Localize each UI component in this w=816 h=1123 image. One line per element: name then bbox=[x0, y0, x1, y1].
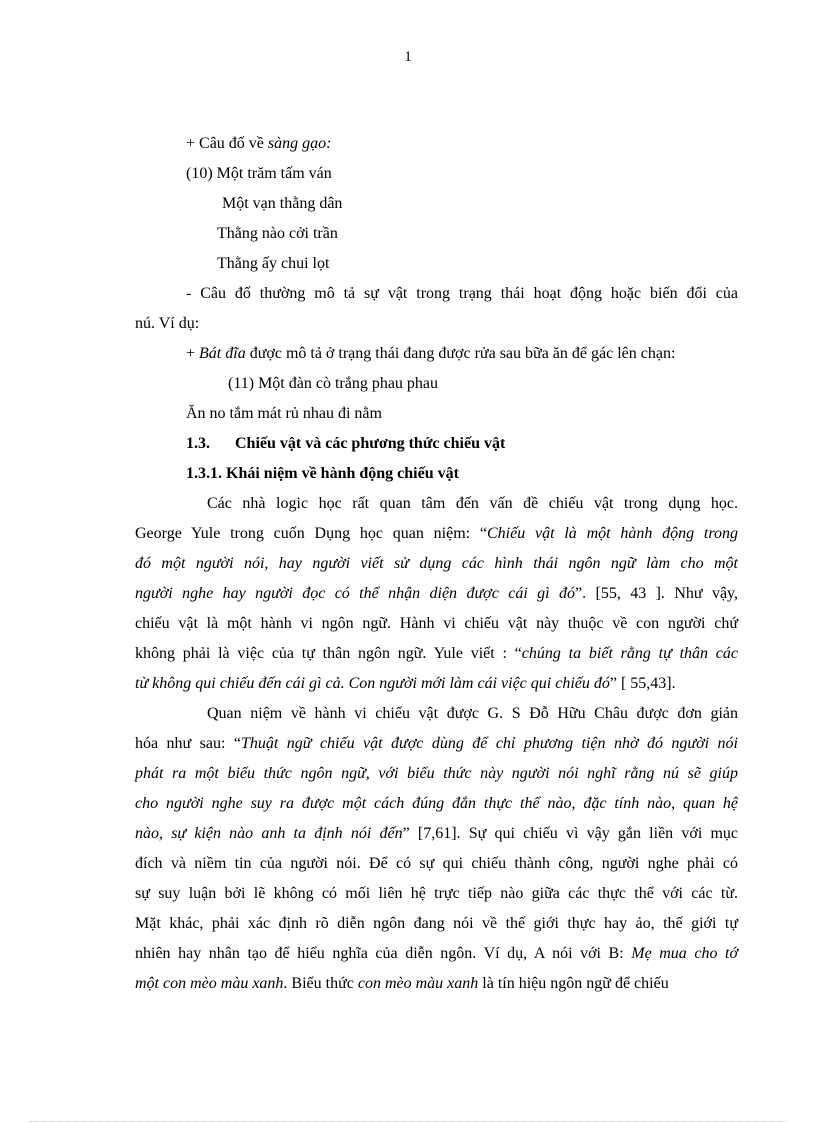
paragraph-line bbox=[135, 794, 738, 814]
text: . Biểu thức bbox=[283, 975, 358, 992]
text: George Yule trong cuốn Dụng học quan niệm: “ bbox=[135, 525, 487, 542]
paragraph-line: chiếu vật là một hành vi ngôn ngữ. Hành vi chiếu vật này thuộc về con người chứ bbox=[135, 615, 738, 632]
example-phrase: một con mèo màu xanh bbox=[135, 975, 284, 992]
quote: nào, sự kiện nào anh ta định nói đến bbox=[135, 825, 403, 842]
paragraph-line bbox=[135, 974, 669, 994]
verse-line: Thằng ấy chui lọt bbox=[217, 255, 330, 272]
paragraph-line bbox=[135, 554, 738, 574]
paragraph-line: Quan niệm về hành vi chiếu vật được G. S Đỗ Hữu Châu được đơn giản bbox=[207, 705, 738, 722]
paragraph-line: nú. Ví dụ: bbox=[135, 315, 200, 332]
page-bottom-divider bbox=[30, 1121, 786, 1122]
paragraph-line bbox=[135, 674, 676, 694]
paragraph-line bbox=[135, 764, 738, 784]
quote: từ không qui chiếu đến cái gì cả. Con người mới làm cái việc qui chiếu đó bbox=[135, 675, 610, 692]
text: nhiên hay nhân tạo để hiểu nghĩa của diễn ngôn. Ví dụ, A nói với B: bbox=[135, 945, 632, 962]
text: ” [7,61]. Sự qui chiếu vì vậy gắn liền với mục bbox=[402, 825, 739, 842]
quote: đó một người nói, hay người viết sử dụng các hình thái ngôn ngữ làm cho một bbox=[135, 555, 738, 572]
paragraph-line bbox=[135, 524, 738, 544]
text: + Câu đố về bbox=[186, 135, 268, 152]
verse-line: (11) Một đàn cò trắng phau phau bbox=[228, 375, 439, 392]
subsection-heading bbox=[186, 464, 459, 484]
paragraph-line: Mặt khác, phải xác định rõ diễn ngôn đang nói về thế giới thực hay ảo, thế giới tự bbox=[135, 915, 738, 932]
text: + bbox=[186, 345, 200, 362]
quote: phát ra một biểu thức ngôn ngữ, với biểu thức này người nói nghĩ rằng nú sẽ giúp bbox=[135, 765, 738, 782]
example-phrase: Mẹ mua cho tớ bbox=[631, 945, 738, 962]
quote: người nghe hay người đọc có thể nhận diện được cái gì đó bbox=[135, 585, 575, 602]
paragraph-line bbox=[135, 824, 738, 844]
example-phrase: con mèo màu xanh bbox=[357, 975, 479, 992]
text: được mô tả ở trạng thái đang được rửa sau bữa ăn để gác lên chạn: bbox=[245, 345, 676, 362]
quote: cho người nghe suy ra được một cách đúng đắn thực thể nào, đặc tính nào, quan hệ bbox=[135, 795, 738, 812]
example-line bbox=[186, 344, 675, 364]
text: hóa như sau: “ bbox=[135, 735, 241, 752]
paragraph-line bbox=[135, 584, 738, 604]
section-number: 1.3. bbox=[186, 435, 210, 452]
verse-line: Một vạn thằng dân bbox=[222, 195, 343, 212]
paragraph-line: Các nhà logic học rất quan tâm đến vấn đề chiếu vật trong dụng học. bbox=[207, 495, 738, 512]
riddle-heading-line bbox=[186, 134, 331, 154]
paragraph-line bbox=[135, 944, 738, 964]
text: ”. [55, 43 ]. Như vậy, bbox=[575, 585, 739, 602]
quote: Thuật ngữ chiếu vật được dùng để chỉ phương tiện nhờ đó người nói bbox=[240, 735, 738, 752]
quote: Chiếu vật là một hành động trong bbox=[487, 525, 739, 542]
section-title: Chiếu vật và các phương thức chiếu vật bbox=[235, 435, 506, 452]
paragraph-line: - Câu đố thường mô tả sự vật trong trạng thái hoạt động hoặc biến đổi của bbox=[186, 285, 738, 302]
subsection-title: 1.3.1. Khái niệm về hành động chiếu vật bbox=[186, 465, 459, 482]
italic-term: sàng gạo: bbox=[267, 135, 332, 152]
paragraph-line: đích và niềm tin của người nói. Để có sự qui chiếu thành công, người nghe phải có bbox=[135, 855, 738, 872]
paragraph-line bbox=[135, 734, 738, 754]
quote: chúng ta biết rằng tự thân các bbox=[521, 645, 738, 662]
text: không phải là việc của tự thân ngôn ngữ. Yule viết : “ bbox=[135, 645, 522, 662]
text: là tín hiệu ngôn ngữ để chiếu bbox=[478, 975, 669, 992]
paragraph-line: sự suy luận bởi lẽ không có mối liên hệ trực tiếp nào giữa các thực thể với các từ. bbox=[135, 885, 738, 902]
text: ” [ 55,43]. bbox=[609, 675, 676, 692]
paragraph-line bbox=[135, 644, 738, 664]
verse-line: (10) Một trăm tấm ván bbox=[186, 165, 332, 182]
verse-line: Ăn no tắm mát rủ nhau đi nằm bbox=[186, 405, 382, 422]
verse-line: Thằng nào cởi trần bbox=[217, 225, 338, 242]
italic-term: Bát đĩa bbox=[199, 345, 246, 362]
page-number: 1 bbox=[404, 49, 412, 65]
section-heading bbox=[186, 434, 505, 454]
